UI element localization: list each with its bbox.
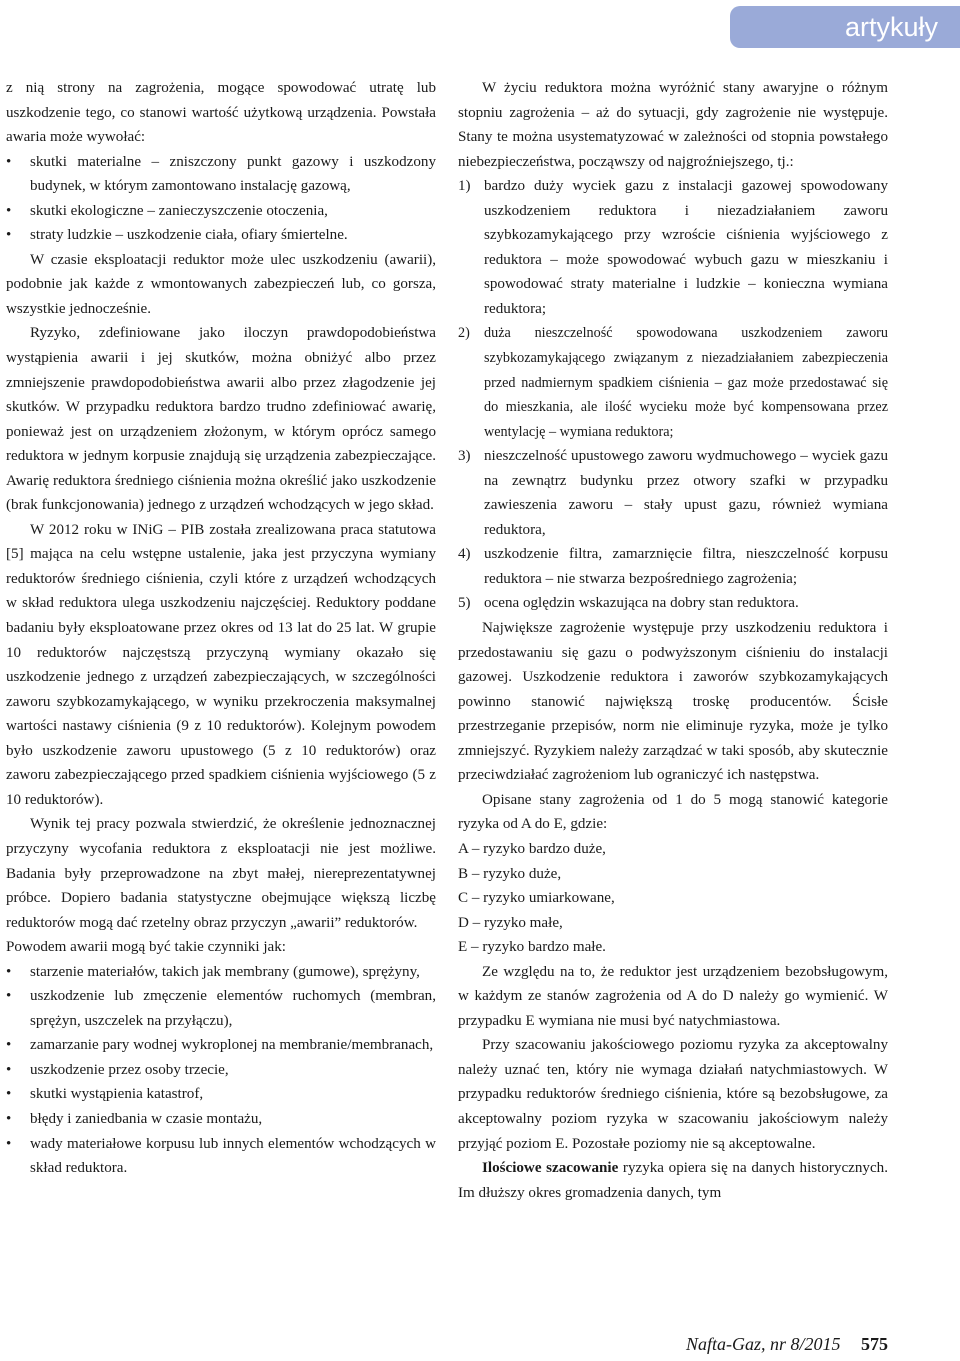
right-column	[458, 76, 888, 1205]
list-item	[458, 444, 888, 542]
risk-category: C – ryzyko umiarkowane,	[458, 890, 615, 907]
paragraph: Ze względu na to, że reduktor jest urządzeniem bezobsługowym, w każdym ze stanów zagrożenia od A do D należy go wymienić. W przypadku E wymiana nie musi być natychmiastowa.	[458, 963, 888, 1029]
list-number: 5)	[458, 595, 471, 612]
list-item: • skutki ekologiczne – zanieczyszczenie otoczenia,	[6, 199, 436, 224]
list-item: • skutki wystąpienia katastrof,	[6, 1082, 436, 1107]
list-item	[458, 591, 888, 616]
list-text: nieszczelność upustowego zaworu wydmuchowego – wyciek gazu na zewnątrz budynku przez otwory szafki w przypadku zawieszenia zaworu – stały upust gazu, również wymiana reduktora,	[484, 448, 888, 538]
list-item: • starzenie materiałów, takich jak membrany (gumowe), sprężyny,	[6, 960, 436, 985]
list-item	[458, 174, 888, 321]
list-item: • błędy i zaniedbania w czasie montażu,	[6, 1107, 436, 1132]
list-number: 4)	[458, 546, 471, 563]
list-text: duża nieszczelność spowodowana uszkodzeniem zaworu szybkozamykającego związanym z niezadziałaniem zabezpieczenia przed nadmiernym spadkiem ciśnienia – gaz może przedostawać się do mieszkania, ale ilość wycieku może być kompensowana przez wentylację – wymiana reduktora;	[484, 325, 888, 440]
list-item: • wady materiałowe korpusu lub innych elementów wchodzących w skład reduktora.	[6, 1132, 436, 1181]
journal-name: Nafta-Gaz, nr 8/2015	[685, 1334, 841, 1354]
paragraph: W 2012 roku w INiG – PIB została zrealizowana praca statutowa [5] mająca na celu wstępne ustalenie, jaka jest przyczyna wymiany reduktorów średniego ciśnienia, czyli które z urządzeń wchodzących w skład reduktora ulega uszkodzeniu najczęściej. Reduktory poddane badaniu były eksploatowane przez okres od 13 lat do 25 lat. W grupie 10 reduktorów najczęstszą przyczyną wymiany okazało się uszkodzenie jednego z urządzeń zabezpieczających, w szczególności zaworu szybkozamykającego, w wyniku przekroczenia maksymalnej wartości nastawy ciśnienia (9 z 10 reduktorów). Kolejnym powodem było uszkodzenie zaworu upustowego (5 z 10 reduktorów) oraz zaworu zabezpieczającego przed spadkiem ciśnienia wyjściowego (5 z 10 reduktorów).	[6, 521, 436, 808]
paragraph: Przy szacowaniu jakościowego poziomu ryzyka za akceptowalny należy uznać ten, który nie wymaga działań natychmiastowych. W przypadku reduktorów średniego ciśnienia, które są bezobsługowe, za akceptowalny poziom ryzyka w szacowaniu jakościowym należy przyjąć poziom E. Pozostałe poziomy nie są akceptowalne.	[458, 1037, 888, 1152]
list-item: • uszkodzenie przez osoby trzecie,	[6, 1058, 436, 1083]
risk-category: D – ryzyko małe,	[458, 914, 563, 931]
paragraph: W czasie eksploatacji reduktor może ulec uszkodzeniu (awarii), podobnie jak każde z wmontowanych zabezpieczeń lub, co gorsza, wszystkie jednocześnie.	[6, 251, 436, 317]
risk-category: B – ryzyko duże,	[458, 865, 562, 882]
paragraph: Ryzyko, zdefiniowane jako iloczyn prawdopodobieństwa wystąpienia awarii i jej skutków, można obniżyć albo przez zmniejszenie prawdopodobieństwa awarii albo przez złagodzenie jej skutków. W przypadku reduktora bardzo trudno zdefiniować awarię, ponieważ jest on urządzeniem złożonym, w którym oprócz samego reduktora w jednym korpusie znajdują się urządzenia zabezpieczające. Awarię reduktora średniego ciśnienia można określić jako uszkodzenie (brak funkcjonowania) jednego z urządzeń wchodzących w jego skład.	[6, 325, 436, 514]
section-tab	[730, 6, 960, 48]
factors-list	[6, 960, 436, 1181]
paragraph	[458, 1156, 888, 1205]
effects-list	[6, 150, 436, 248]
list-item: • skutki materialne – zniszczony punkt gazowy i uszkodzony budynek, w którym zamontowano instalację gazową,	[6, 150, 436, 199]
paragraph: Opisane stany zagrożenia od 1 do 5 mogą stanowić kategorie ryzyka od A do E, gdzie:	[458, 791, 888, 833]
list-item: • straty ludzkie – uszkodzenie ciała, ofiary śmiertelne.	[6, 223, 436, 248]
page-number: 575	[861, 1334, 888, 1354]
paragraph: Największe zagrożenie występuje przy uszkodzeniu reduktora i przedostawaniu się gazu o podwyższonym ciśnieniu do instalacji gazowej. Uszkodzenie reduktora i zaworów szybkozamykających powinno stanowić największą troskę producentów. Ścisłe przestrzeganie przepisów, norm nie eliminuje ryzyka, może je tylko zmniejszyć. Ryzykiem należy zarządzać w taki sposób, aby skutecznie przeciwdziałać zagrożeniom lub ograniczyć ich następstwa.	[458, 620, 888, 784]
list-number: 3)	[458, 448, 471, 465]
list-text: ocena oględzin wskazująca na dobry stan reduktora.	[484, 595, 799, 612]
risk-category: A – ryzyko bardzo duże,	[458, 840, 606, 857]
list-item: • uszkodzenie lub zmęczenie elementów ruchomych (membran, sprężyn, uszczelek na przyłączu),	[6, 984, 436, 1033]
list-text: bardzo duży wyciek gazu z instalacji gazowej spowodowany uszkodzeniem reduktora i niezadziałaniem zaworu szybkozamykającego przy wzroście ciśnienia wyjściowego z reduktora – może spowodować wybuch gazu w mieszkaniu i spowodować straty materialne i ludzkie – konieczna wymiana reduktora;	[484, 178, 888, 317]
section-label: artykuły	[844, 12, 938, 42]
paragraph: Powodem awarii mogą być takie czynniki jak:	[6, 939, 286, 956]
list-number: 1)	[458, 178, 471, 195]
bold-term: Ilościowe szacowanie	[482, 1160, 619, 1177]
states-list	[458, 174, 888, 616]
list-number: 2)	[458, 325, 470, 342]
paragraph-text: ryzyka opiera się na danych historycznych. Im dłuższy okres gromadzenia danych, tym	[458, 1160, 888, 1201]
paragraph: W życiu reduktora można wyróżnić stany awaryjne o różnym stopniu zagrożenia – aż do sytuacji, gdy zagrożenie nie występuje. Stany te można usystematyzować w zależności od stopnia powstałego niebezpieczeństwa, począwszy od najgroźniejszego, tj.:	[458, 80, 888, 170]
left-column	[6, 76, 436, 1181]
paragraph: Wynik tej pracy pozwala stwierdzić, że określenie jednoznacznej przyczyny wycofania reduktora z eksploatacji nie jest możliwe. Badania były przeprowadzone na zbyt małej, niereprezentatywnej próbce. Dopiero badania statystyczne obejmujące większą liczbę reduktorów mogą dać rzetelny obraz przyczyn „awarii” reduktorów.	[6, 816, 436, 931]
list-item: • zamarzanie pary wodnej wykroplonej na membranie/membranach,	[6, 1033, 436, 1058]
risk-category: E – ryzyko bardzo małe.	[458, 939, 606, 956]
list-text: uszkodzenie filtra, zamarznięcie filtra, nieszczelność korpusu reduktora – nie stwarza bezpośredniego zagrożenia;	[484, 546, 888, 587]
page-footer	[686, 1334, 888, 1355]
paragraph: z nią strony na zagrożenia, mogące spowodować utratę lub uszkodzenie tego, co stanowi wartość użytkową urządzenia. Powstała awaria może wywołać:	[6, 80, 436, 146]
list-item	[458, 542, 888, 591]
list-item	[458, 321, 888, 444]
